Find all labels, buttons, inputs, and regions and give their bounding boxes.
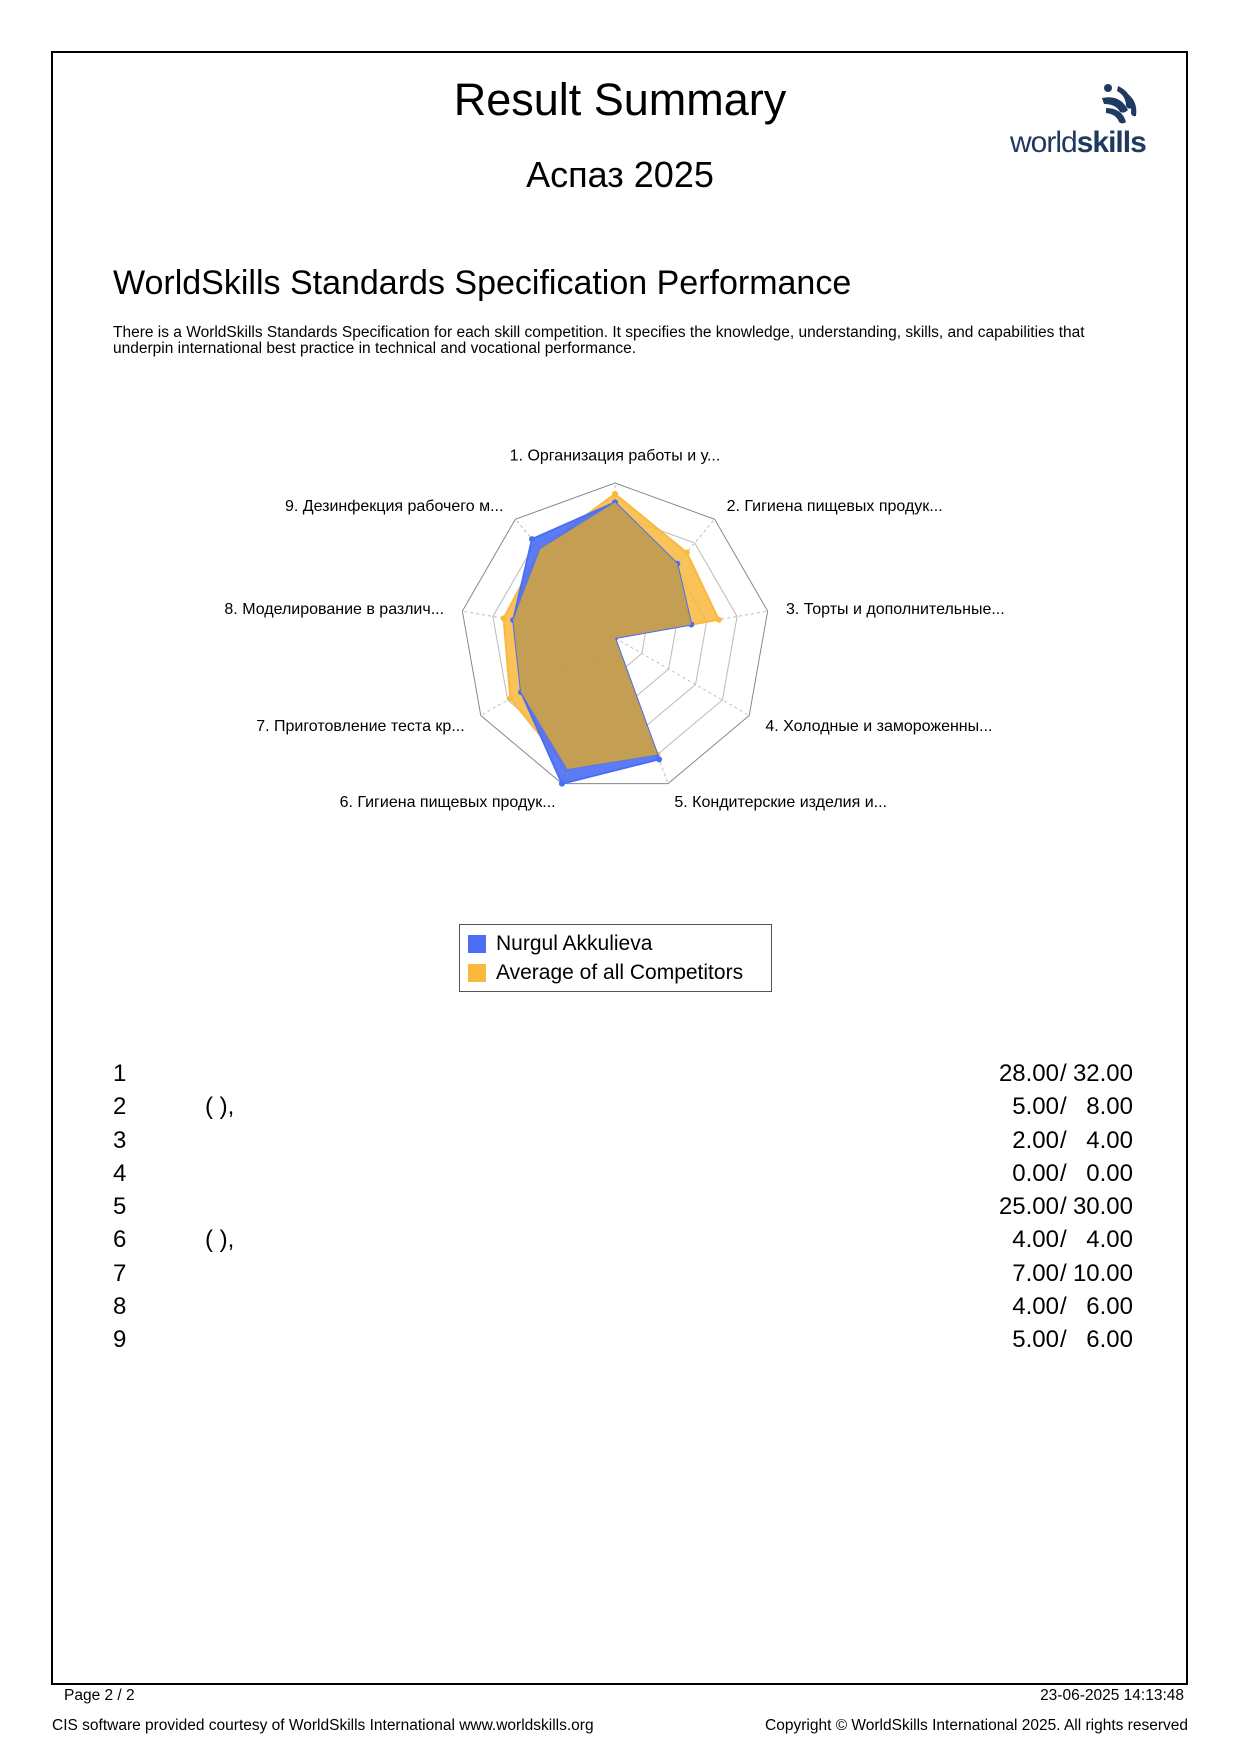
score-number: 8 (113, 1293, 127, 1321)
section-heading: WorldSkills Standards Specification Performance (113, 264, 852, 302)
radar-point (684, 550, 690, 556)
legend-swatch-competitor (468, 935, 486, 953)
radar-axis-label: 3. Торты и дополнительные... (785, 600, 1005, 618)
legend-item-competitor (468, 930, 652, 958)
radar-point (716, 617, 722, 623)
legend-label-average: Average of all Competitors (496, 961, 744, 984)
radar-axis-label: 2. Гигиена пищевых продук... (726, 498, 943, 516)
score-earned: 25.00 (998, 1193, 1059, 1221)
score-row: 5 25.00 30.00 / (113, 1190, 1133, 1223)
score-number: 1 (113, 1060, 127, 1087)
print-timestamp: 23-06-2025 14:13:48 (1040, 1687, 1184, 1704)
radar-axis-label: 4. Холодные и замороженны... (765, 717, 993, 735)
legend-label-competitor: Nurgul Akkulieva (496, 932, 653, 955)
score-number: 3 (113, 1126, 127, 1154)
score-row: 4 0.00 0.00 / (113, 1157, 1133, 1190)
score-row: 7 7.00 10.00 / (113, 1257, 1133, 1290)
logo-wordmark: worldskills (1010, 126, 1146, 159)
page-number: Page 2 / 2 (64, 1687, 135, 1704)
score-max: 6.00 (1086, 1293, 1133, 1321)
score-max: 4.00 (1086, 1126, 1133, 1154)
score-row: 6 ( ), 4.00 4.00 / (113, 1223, 1133, 1256)
score-number: 6 (113, 1226, 127, 1254)
legend-swatch-average (468, 964, 486, 982)
copyright-note: Copyright © WorldSkills International 2025. All rights reserved (765, 1717, 1188, 1734)
score-criterion-name: ( ), (205, 1093, 235, 1121)
score-earned: 2.00 (1012, 1126, 1059, 1154)
score-earned: 4.00 (1012, 1226, 1059, 1254)
score-earned: 0.00 (1012, 1159, 1059, 1187)
score-max: 32.00 (1072, 1060, 1133, 1087)
section-intro: There is a WorldSkills Standards Specification for each skill competition. It specifies the knowledge, understanding, skills, and capabilities that underpin international best practice in technical and vocational performance. (113, 324, 1085, 357)
score-number: 9 (113, 1326, 127, 1354)
radar-series (501, 491, 722, 787)
radar-axis-label: 5. Кондитерские изделия и... (674, 794, 887, 812)
score-row: 8 4.00 6.00 / (113, 1290, 1133, 1323)
score-earned: 4.00 (1012, 1293, 1059, 1321)
score-max: 10.00 (1072, 1259, 1133, 1287)
score-max: 4.00 (1086, 1226, 1133, 1254)
score-number: 5 (113, 1193, 127, 1221)
score-row: 9 5.00 6.00 / (113, 1323, 1133, 1356)
radar-axis-label: 7. Приготовление теста кр... (256, 717, 465, 735)
score-max: 0.00 (1086, 1159, 1133, 1187)
chart-legend (459, 924, 772, 992)
score-table (113, 1057, 1133, 1357)
radar-point (529, 536, 535, 542)
legend-item-average (468, 959, 743, 987)
score-number: 2 (113, 1093, 127, 1121)
radar-axis-label: 9. Дезинфекция рабочего м... (284, 498, 504, 516)
score-max: 8.00 (1086, 1093, 1133, 1121)
score-earned: 7.00 (1012, 1259, 1059, 1287)
radar-point (501, 615, 507, 621)
score-number: 7 (113, 1259, 127, 1287)
score-max: 30.00 (1072, 1193, 1133, 1221)
score-criterion-name: ( ), (205, 1226, 235, 1254)
score-row: 3 2.00 4.00 / (113, 1124, 1133, 1157)
radar-axis-label: 1. Организация работы и у... (509, 447, 721, 465)
score-max: 6.00 (1086, 1326, 1133, 1354)
page-title: Result Summary (453, 74, 787, 125)
score-row: 1 28.00 32.00 / (113, 1057, 1133, 1090)
radar-point (507, 695, 513, 701)
radar-point (559, 781, 565, 787)
courtesy-note: CIS software provided courtesy of WorldSkills International www.worldskills.org (52, 1717, 594, 1734)
score-earned: 5.00 (1012, 1326, 1059, 1354)
radar-chart (150, 440, 1090, 840)
worldskills-logo (1010, 80, 1155, 166)
radar-point (612, 491, 618, 497)
radar-axis-label: 8. Моделирование в различ... (224, 600, 445, 618)
score-earned: 28.00 (998, 1060, 1059, 1087)
radar-axis-label: 6. Гигиена пищевых продук... (339, 794, 556, 812)
score-earned: 5.00 (1012, 1093, 1059, 1121)
score-row: 2 ( ), 5.00 8.00 / (113, 1090, 1133, 1123)
page-subtitle: Аспаз 2025 (526, 154, 714, 195)
score-number: 4 (113, 1159, 127, 1187)
radar-point (656, 756, 662, 762)
